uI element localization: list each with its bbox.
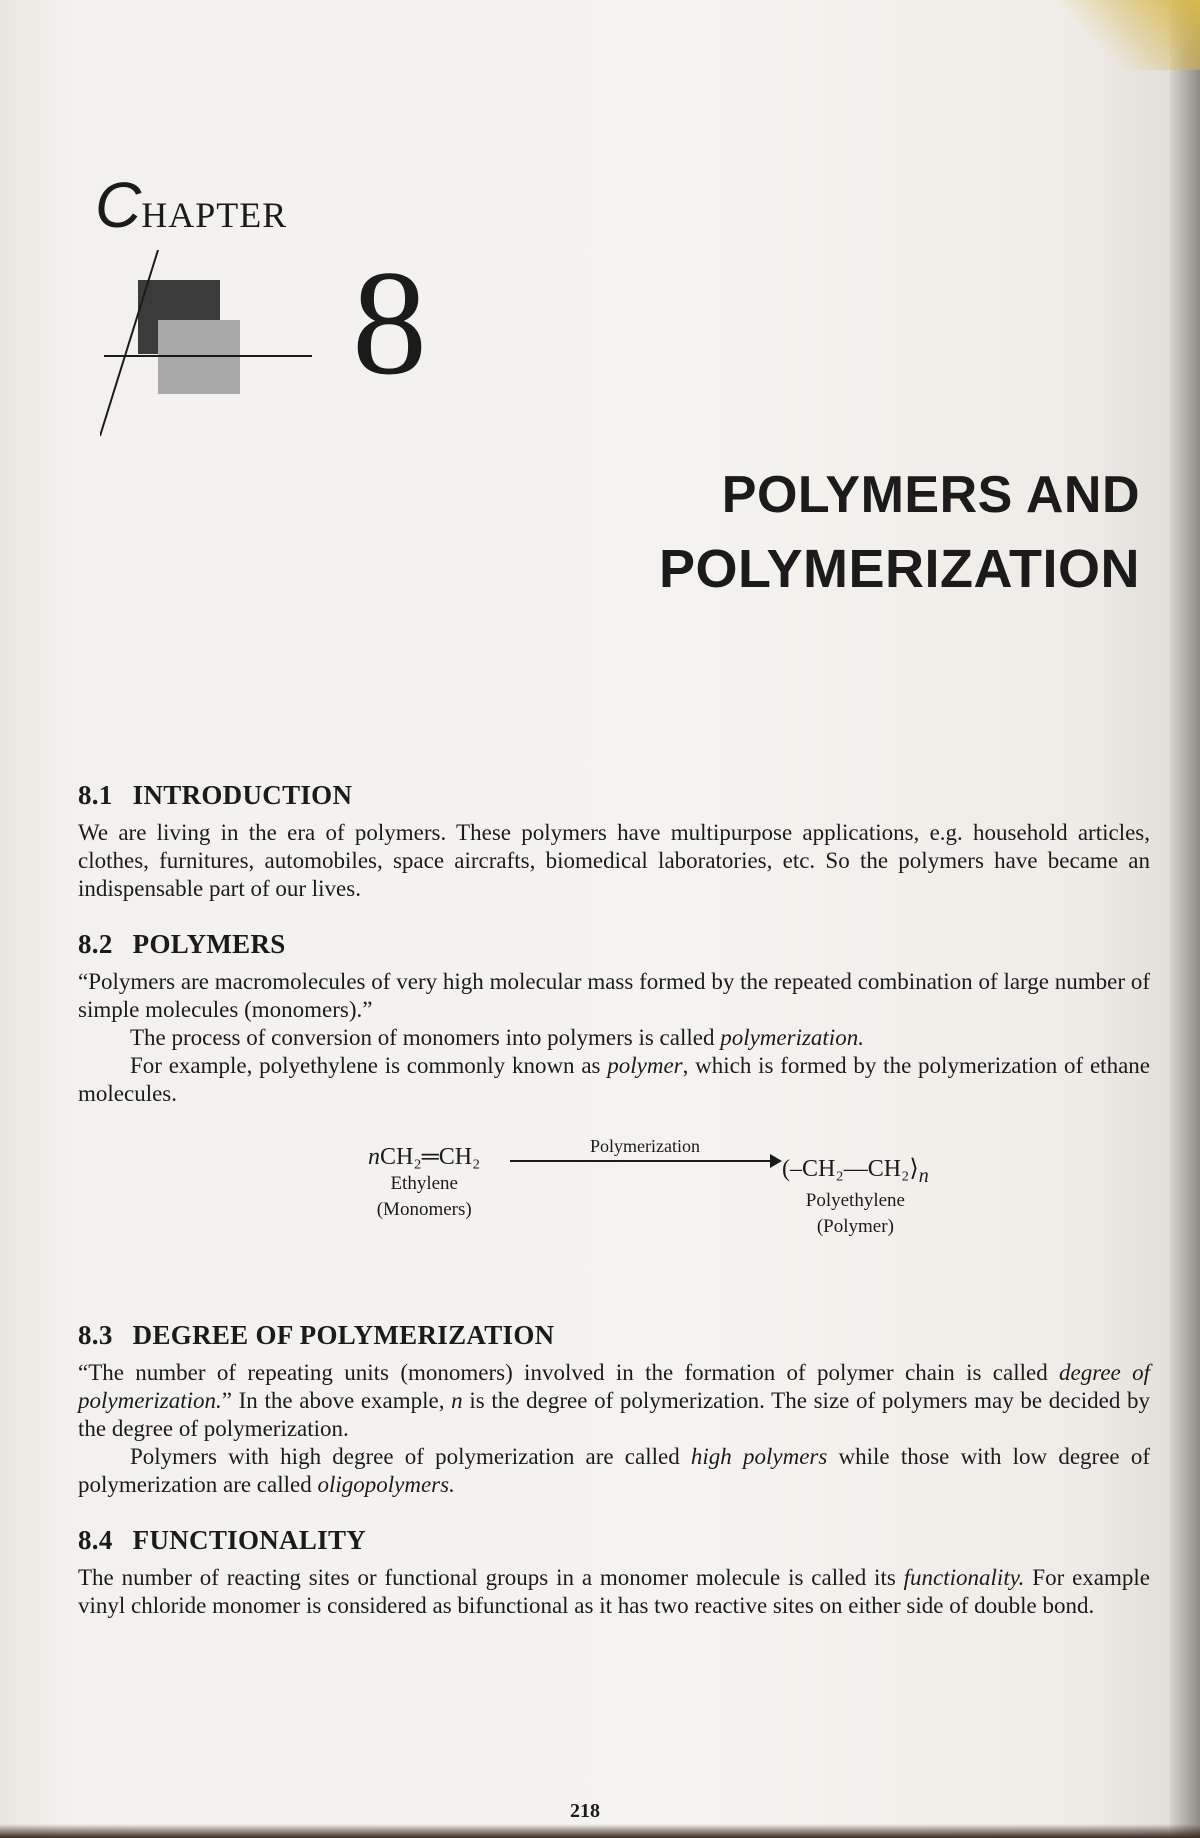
italic-term: functionality. — [903, 1565, 1025, 1590]
paragraph — [78, 1359, 1150, 1443]
section-degree-of-polymerization — [78, 1320, 1150, 1499]
reaction-arrow — [510, 1136, 780, 1162]
text-run: The process of conversion of monomers into polymers is called — [130, 1025, 721, 1050]
italic-term: degree of polymerization. — [78, 1360, 1150, 1413]
italic-term: polymer — [607, 1053, 683, 1078]
section-introduction — [78, 780, 1150, 903]
paragraph — [78, 1564, 1150, 1620]
chapter-emblem-icon — [100, 250, 320, 450]
paragraph: We are living in the era of polymers. These polymers have multipurpose applications, e.g. household articles, clothes, furnitures, automobiles, space aircrafts, biomedical laboratories, etc. So the polymers have became an indispensable part of our lives. — [78, 820, 1150, 901]
chapter-title — [659, 458, 1140, 606]
reactant-coefficient: n — [368, 1144, 380, 1170]
reactant-name: Ethylene — [390, 1173, 458, 1194]
text-run: , which is formed by the polymerization of ethane molecules. — [78, 1053, 1150, 1106]
product-formula — [782, 1156, 929, 1187]
chapter-label — [95, 168, 287, 242]
reactant — [368, 1144, 480, 1223]
polymerization-reaction — [78, 1136, 1150, 1294]
section-number: 8.3 — [78, 1320, 113, 1350]
text-run: Polymers with high degree of polymerization are called — [130, 1444, 691, 1469]
section-heading — [78, 1320, 1150, 1351]
section-number: 8.1 — [78, 780, 113, 810]
arrow-label: Polymerization — [590, 1136, 700, 1156]
italic-term: high polymers — [690, 1444, 828, 1469]
section-heading — [78, 780, 1150, 811]
section-heading — [78, 1525, 1150, 1556]
text-run: For example, polyethylene is commonly known as — [130, 1053, 608, 1078]
section-number: 8.4 — [78, 1525, 113, 1555]
reactant-text: CH₂═CH₂ — [380, 1144, 481, 1170]
paragraph — [78, 1052, 1150, 1108]
section-title: POLYMERS — [132, 929, 286, 959]
section-functionality — [78, 1525, 1150, 1620]
product-bracket: ⟩ — [909, 1156, 919, 1182]
chapter-title-line2: POLYMERIZATION — [658, 539, 1140, 599]
chapter-title-line1: POLYMERS AND — [721, 466, 1140, 524]
page-binding-edge — [1170, 0, 1200, 1838]
product-name: Polyethylene — [805, 1189, 905, 1211]
paragraph — [78, 1443, 1150, 1499]
product-text: (–CH₂—CH₂ — [782, 1156, 910, 1182]
text-run: For example vinyl chloride monomer is considered as bifunctional as it has two reactive sites on either side of double bond. — [78, 1565, 1150, 1618]
paragraph — [78, 1024, 1150, 1052]
text-run: is the degree of polymerization. The size of polymers may be decided by the degree of polymerization. — [78, 1388, 1150, 1441]
section-polymers — [78, 929, 1150, 1294]
reactant-role: (Monomers) — [376, 1199, 472, 1220]
reactant-formula — [368, 1144, 480, 1170]
text-run: The number of reacting sites or functional groups in a monomer molecule is called its — [78, 1565, 904, 1590]
page-number: 218 — [570, 1800, 600, 1822]
chapter-label-rest: HAPTER — [141, 195, 288, 235]
italic-term: oligopolymers. — [317, 1472, 455, 1497]
product — [782, 1154, 929, 1240]
product-subscript: n — [918, 1164, 929, 1187]
section-number: 8.2 — [78, 929, 113, 959]
chapter-number: 8 — [352, 240, 427, 406]
text-run: “The number of repeating units (monomers) involved in the formation of polymer chain is called — [78, 1360, 1060, 1385]
paragraph: “Polymers are macromolecules of very high molecular mass formed by the repeated combination of large number of simple molecules (monomers).” — [78, 969, 1150, 1022]
section-title: DEGREE OF POLYMERIZATION — [132, 1320, 555, 1350]
text-run: ” In the above example, — [221, 1388, 452, 1413]
italic-variable: n — [451, 1388, 463, 1413]
page-content — [78, 780, 1150, 1646]
chapter-label-initial: C — [95, 169, 142, 241]
italic-term: polymerization. — [720, 1025, 864, 1050]
arrow-right-icon — [510, 1160, 780, 1162]
page-bottom-shadow — [0, 1824, 1200, 1838]
page-corner — [1060, 0, 1200, 70]
section-title: INTRODUCTION — [132, 780, 353, 810]
text-run: while those with low degree of polymerization are called — [78, 1444, 1150, 1497]
section-title: FUNCTIONALITY — [132, 1525, 367, 1555]
section-heading — [78, 929, 1150, 960]
product-role: (Polymer) — [816, 1215, 894, 1237]
